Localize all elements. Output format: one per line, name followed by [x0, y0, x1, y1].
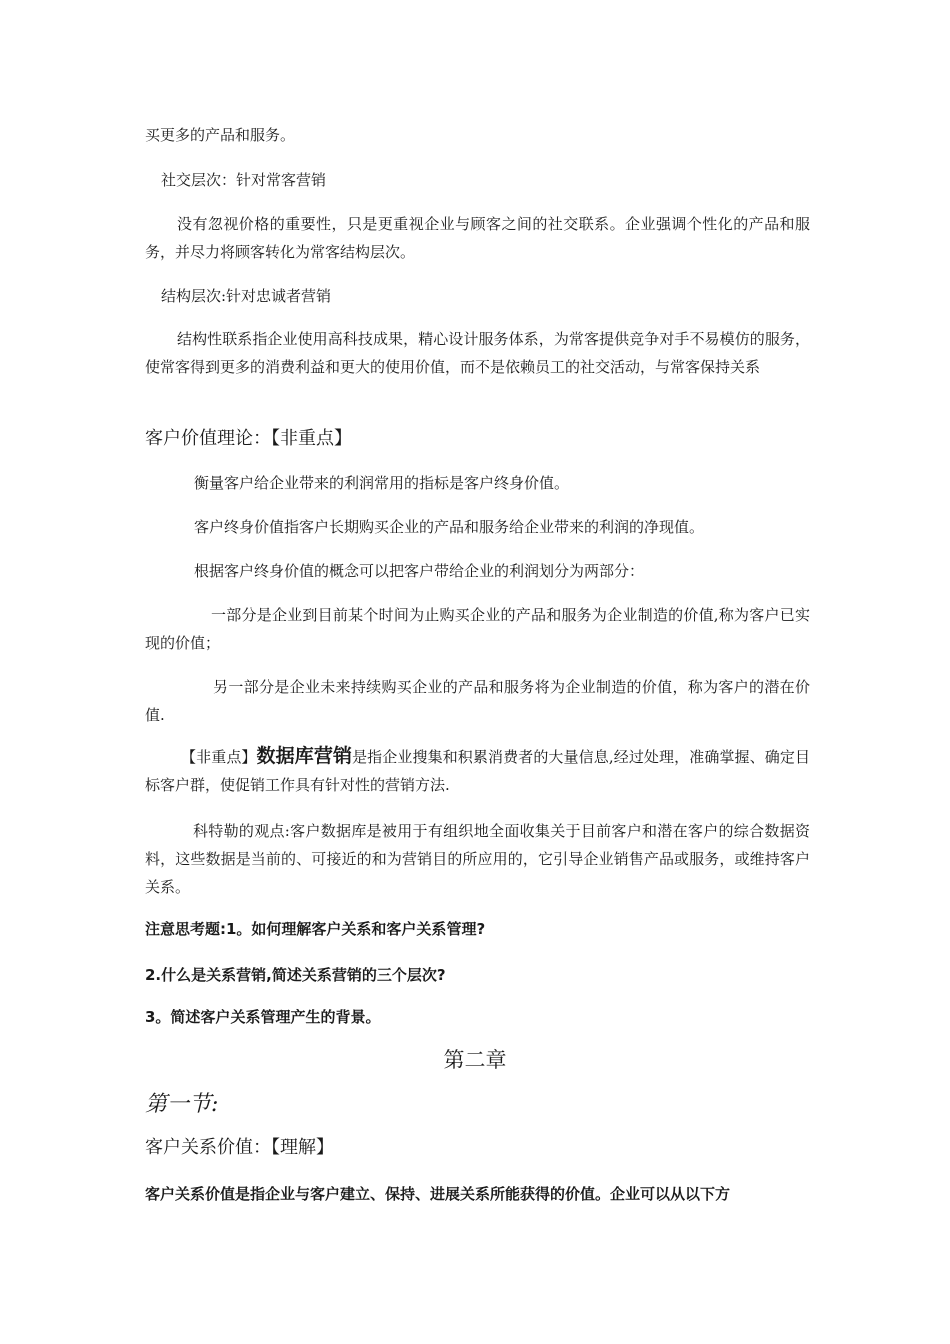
- social-level-paragraph: 没有忽视价格的重要性，只是更重视企业与顾客之间的社交联系。企业强调个性化的产品和服务，并尽力将顾客转化为常客结构层次。: [145, 215, 810, 261]
- review-question-3: 3。简述客户关系管理产生的背景。: [145, 1008, 381, 1026]
- review-question-1: 注意思考题:1。如何理解客户关系和客户关系管理?: [145, 920, 486, 938]
- database-marketing-paragraph: [145, 742, 810, 799]
- review-question-2: 2.什么是关系营销,简述关系营销的三个层次?: [145, 966, 446, 984]
- paragraph-continuation: 买更多的产品和服务。: [145, 126, 296, 144]
- database-marketing-definition: 是指企业搜集和积累消费者的大量信息,经过处理，准确掌握、确定目标客户群，使促销工作具有针对性的营销方法.: [145, 748, 810, 794]
- clv-division-line: 根据客户终身价值的概念可以把客户带给企业的利润划分为两部分：: [194, 562, 645, 580]
- clv-indicator-line: 衡量客户给企业带来的利润常用的指标是客户终身价值。: [194, 474, 570, 492]
- structural-level-paragraph: 结构性联系指企业使用高科技成果，精心设计服务体系，为常客提供竞争对手不易模仿的服务，使常客得到更多的消费利益和更大的使用价值，而不是依赖员工的社交活动，与常客保持关系: [145, 330, 810, 376]
- relationship-value-heading: 客户关系价值：【理解】: [145, 1137, 334, 1158]
- relationship-value-paragraph: 客户关系价值是指企业与客户建立、保持、进展关系所能获得的价值。企业可以从以下方: [145, 1185, 731, 1203]
- realized-value-paragraph: 一部分是企业到目前某个时间为止购买企业的产品和服务为企业制造的价值,称为客户已实现的价值；: [145, 606, 810, 652]
- structural-level-heading: 结构层次:针对忠诚者营销: [161, 287, 332, 305]
- chapter-title: 第二章: [443, 1048, 507, 1072]
- section-title: 第一节:: [145, 1092, 219, 1117]
- database-marketing-term: 数据库营销: [256, 745, 353, 767]
- customer-value-theory-heading: 客户价值理论：【非重点】: [145, 428, 352, 449]
- clv-definition-line: 客户终身价值指客户长期购买企业的产品和服务给企业带来的利润的净现值。: [194, 518, 705, 536]
- non-key-tag: 【非重点】: [181, 748, 257, 766]
- potential-value-paragraph: 另一部分是企业未来持续购买企业的产品和服务将为企业制造的价值，称为客户的潜在价值.: [145, 678, 810, 724]
- social-level-heading: 社交层次：针对常客营销: [161, 171, 327, 189]
- kotler-view-paragraph: 科特勒的观点:客户数据库是被用于有组织地全面收集关于目前客户和潜在客户的综合数据资料，这些数据是当前的、可接近的和为营销目的所应用的，它引导企业销售产品或服务，或维持客户关系。: [145, 822, 810, 896]
